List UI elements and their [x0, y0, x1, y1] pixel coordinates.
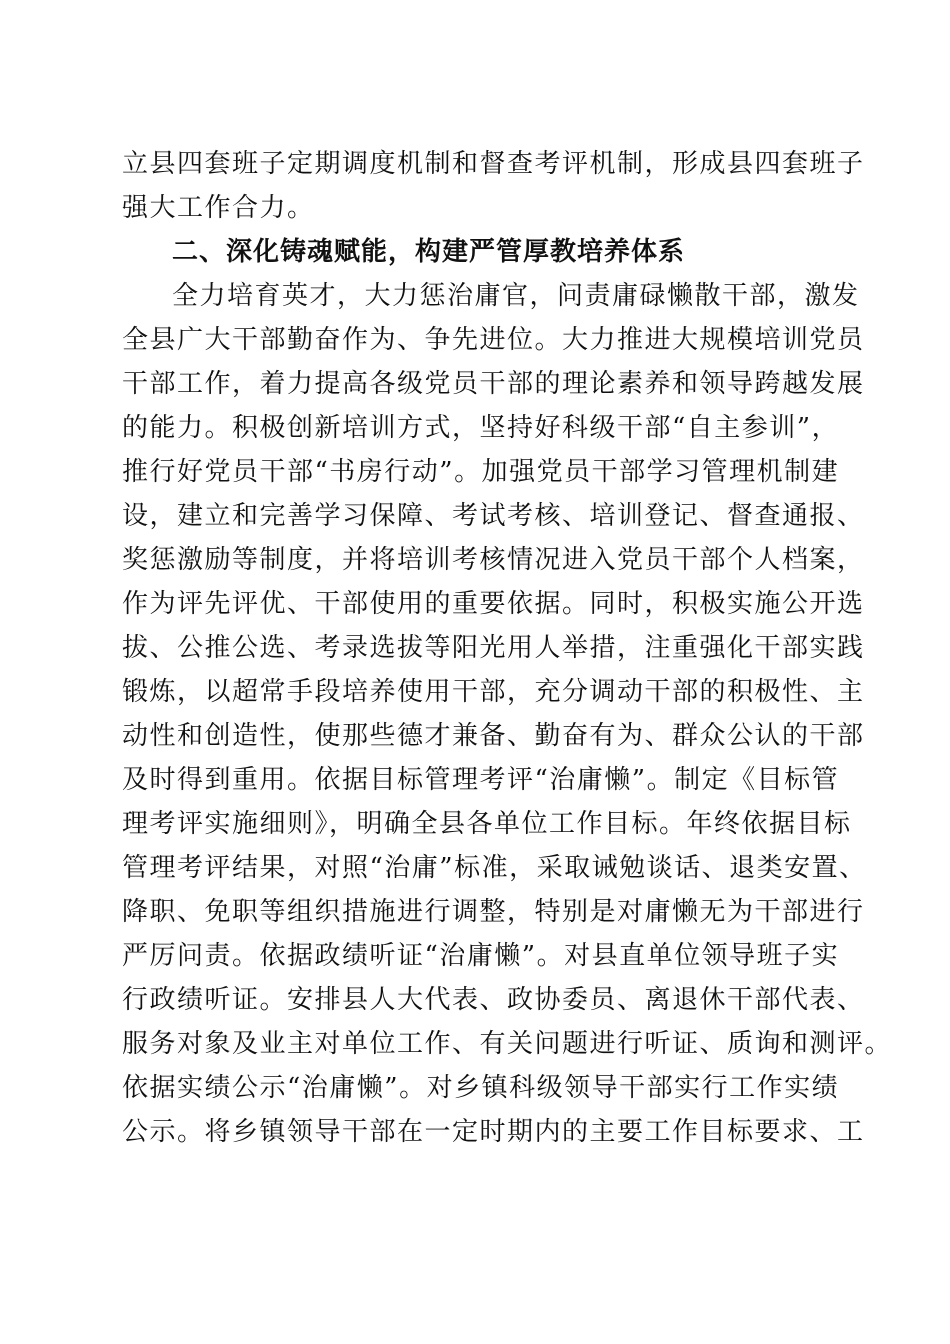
paragraph-line: 推行好党员干部“书房行动”。加强党员干部学习管理机制建 [122, 457, 840, 487]
paragraph-line: 严厉问责。依据政绩听证“治庸懒”。对县直单位领导班子实 [122, 941, 840, 971]
paragraph-line: 锻炼，以超常手段培养使用干部，充分调动干部的积极性、主 [122, 677, 865, 707]
paragraph-line: 奖惩激励等制度，并将培训考核情况进入党员干部个人档案， [122, 545, 865, 575]
paragraph-line: 设，建立和完善学习保障、考试考核、培训登记、督查通报、 [122, 501, 865, 531]
paragraph-line: 降职、免职等组织措施进行调整，特别是对庸懒无为干部进行 [122, 897, 865, 927]
paragraph-line: 动性和创造性，使那些德才兼备、勤奋有为、群众公认的干部 [122, 721, 865, 751]
paragraph-line: 全力培育英才，大力惩治庸官，问责庸碌懒散干部，激发 [172, 281, 860, 311]
paragraph-line: 立县四套班子定期调度机制和督查考评机制，形成县四套班子 [122, 149, 865, 179]
paragraph-line: 公示。将乡镇领导干部在一定时期内的主要工作目标要求、工 [122, 1117, 865, 1147]
paragraph-line: 拔、公推公选、考录选拔等阳光用人举措，注重强化干部实践 [122, 633, 865, 663]
paragraph-line: 强大工作合力。 [122, 193, 315, 223]
paragraph-line: 理考评实施细则》，明确全县各单位工作目标。年终依据目标 [122, 809, 852, 839]
paragraph-line: 依据实绩公示“治庸懒”。对乡镇科级领导干部实行工作实绩 [122, 1073, 840, 1103]
paragraph-line: 的能力。积极创新培训方式，坚持好科级干部“自主参训”， [122, 413, 840, 443]
paragraph-line: 管理考评结果，对照“治庸”标准，采取诫勉谈话、退类安置、 [122, 853, 867, 883]
paragraph-line: 及时得到重用。依据目标管理考评“治庸懒”。制定《目标管 [122, 765, 840, 795]
paragraph-line: 全县广大干部勤奋作为、争先进位。大力推进大规模培训党员 [122, 325, 865, 355]
section-heading: 二、深化铸魂赋能，构建严管厚教培养体系 [172, 237, 686, 267]
paragraph-line: 服务对象及业主对单位工作、有关问题进行听证、质询和测评。 [122, 1029, 893, 1059]
paragraph-line: 作为评先评优、干部使用的重要依据。同时，积极实施公开选 [122, 589, 865, 619]
paragraph-line: 行政绩听证。安排县人大代表、政协委员、离退休干部代表、 [122, 985, 865, 1015]
paragraph-line: 干部工作，着力提高各级党员干部的理论素养和领导跨越发展 [122, 369, 865, 399]
